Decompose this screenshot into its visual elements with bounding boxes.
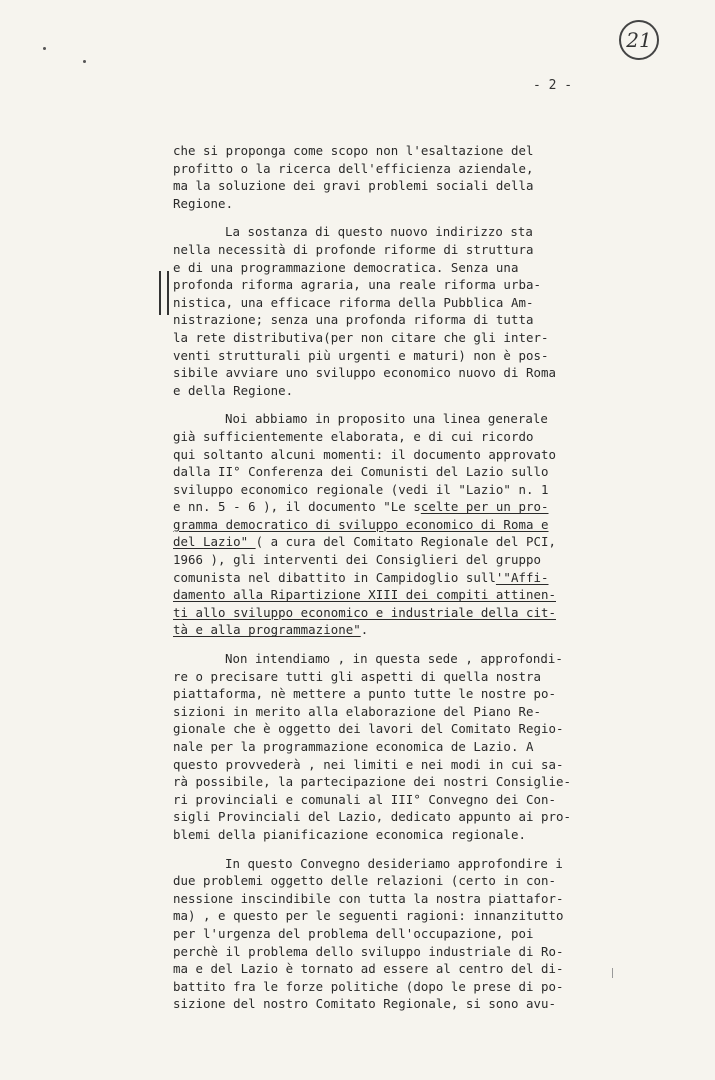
text-line: nale per la programmazione economica de Lazio. A: [173, 739, 534, 754]
text-line: rà possibile, la partecipazione dei nostri Consiglie-: [173, 774, 572, 790]
text-line: profonda riforma agraria, una reale riforma urba-: [173, 277, 541, 293]
text-line: nistica, una efficace riforma della Pubblica Am-: [173, 294, 534, 310]
text-line: sviluppo economico regionale (vedi il "Lazio" n. 1: [173, 481, 549, 497]
page-stamp: 21: [619, 20, 659, 60]
text-line: gionale che è oggetto dei lavori del Comitato Regio-: [173, 721, 564, 737]
text-line: blemi della pianificazione economica regionale.: [173, 826, 526, 842]
text-line: ti allo sviluppo economico e industriale della cit-: [173, 604, 556, 620]
text-line: ma e del Lazio è tornato ad essere al centro del di-: [173, 961, 564, 977]
text-line: profitto o la ricerca dell'efficienza aziendale,: [173, 160, 534, 176]
text-line: Non intendiamo , in questa sede , approfondi-: [225, 651, 563, 667]
text-line: la rete distributiva(per non citare che gli inter-: [173, 329, 549, 345]
ink-speck: [83, 60, 86, 63]
text-line: ri provinciali e comunali al III° Convegno dei Con-: [173, 791, 556, 807]
paragraph: [173, 855, 618, 1013]
text-line: e della Regione.: [173, 382, 294, 398]
text-line: re o precisare tutti gli aspetti di quella nostra: [173, 668, 541, 684]
text-line: nella necessità di profonde riforme di struttura: [173, 241, 534, 257]
text-line: gramma democratico di sviluppo economico di Roma e: [173, 516, 549, 532]
text-line: sizione del nostro Comitato Regionale, si sono avu-: [173, 996, 556, 1012]
text-line: venti strutturali più urgenti e maturi) non è pos-: [173, 347, 549, 363]
text-line: questo provvederà , nei limiti e nei modi in cui sa-: [173, 756, 564, 772]
text-line: per l'urgenza del problema dell'occupazione, poi: [173, 925, 534, 941]
text-line: del Lazio" ( a cura del Comitato Regionale del PCI,: [173, 534, 557, 550]
text-line: damento alla Ripartizione XIII dei compiti attinen-: [173, 587, 556, 603]
text-line: nessione inscindibile con tutta la nostra piattafor-: [173, 890, 564, 906]
text-line: che si proponga come scopo non l'esaltazione del: [173, 143, 534, 158]
text-line: già sufficientemente elaborata, e di cui ricordo: [173, 428, 534, 444]
text-line: La sostanza di questo nuovo indirizzo sta: [225, 224, 533, 240]
margin-tick: [612, 968, 613, 978]
text-line: nistrazione; senza una profonda riforma di tutta: [173, 312, 534, 328]
text-line: Noi abbiamo in proposito una linea generale: [225, 411, 548, 427]
text-line: tà e alla programmazione".: [173, 622, 369, 638]
text-line: sibile avviare uno sviluppo economico nuovo di Roma: [173, 365, 556, 381]
text-line: Regione.: [173, 195, 234, 211]
paragraph: [173, 410, 618, 639]
text-line: piattaforma, nè mettere a punto tutte le nostre po-: [173, 686, 556, 702]
text-line: e nn. 5 - 6 ), il documento "Le scelte per un pro-: [173, 499, 549, 515]
text-line: dalla II° Conferenza dei Comunisti del Lazio sullo: [173, 464, 549, 480]
text-line: ma) , e questo per le seguenti ragioni: innanzitutto: [173, 908, 564, 924]
text-line: battito fra le forze politiche (dopo le prese di po-: [173, 978, 564, 994]
margin-mark: [159, 271, 169, 315]
text-line: ma la soluzione dei gravi problemi sociali della: [173, 178, 534, 194]
paragraph: [173, 142, 618, 212]
paragraph: [173, 223, 618, 399]
paragraph: [173, 650, 618, 844]
text-line: perchè il problema dello sviluppo industriale di Ro-: [173, 943, 564, 959]
text-line: sizioni in merito alla elaborazione del Piano Re-: [173, 703, 541, 719]
ink-speck: [43, 47, 46, 50]
text-line: due problemi oggetto delle relazioni (certo in con-: [173, 873, 556, 889]
text-line: e di una programmazione democratica. Senza una: [173, 259, 519, 275]
text-line: comunista nel dibattito in Campidoglio sull'"Affi-: [173, 569, 549, 585]
typed-text-body: [173, 142, 618, 1024]
text-line: 1966 ), gli interventi dei Consiglieri del gruppo: [173, 552, 541, 568]
page-number: - 2 -: [533, 78, 573, 93]
text-line: In questo Convegno desideriamo approfondire i: [225, 855, 563, 871]
text-line: qui soltanto alcuni momenti: il documento approvato: [173, 446, 556, 462]
text-line: sigli Provinciali del Lazio, dedicato appunto ai pro-: [173, 809, 572, 825]
